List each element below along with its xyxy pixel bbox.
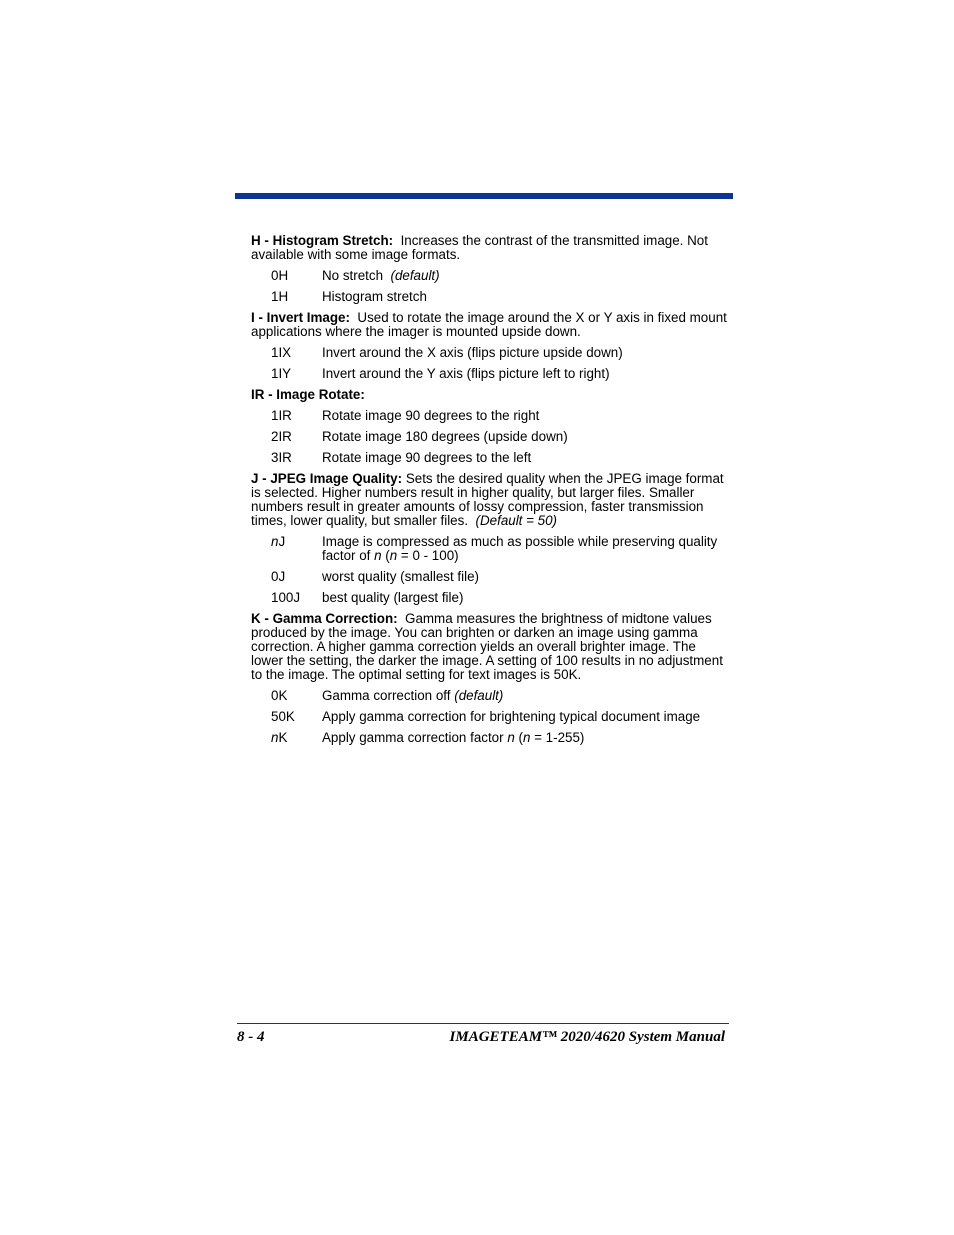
variable-n: n xyxy=(389,548,398,563)
option-code xyxy=(271,535,322,563)
option-code: 0K xyxy=(271,688,288,703)
option-description: Invert around the Y axis (flips picture left to right) xyxy=(322,366,610,381)
jpeg-option xyxy=(271,591,731,605)
option-code: 3IR xyxy=(271,450,292,465)
option-code: 0H xyxy=(271,268,289,283)
invert-title: I - Invert Image: xyxy=(251,310,350,325)
option-code xyxy=(271,731,322,745)
option-description: Rotate image 90 degrees to the left xyxy=(322,450,532,465)
rotate-option xyxy=(271,409,731,423)
gamma-title: K - Gamma Correction: xyxy=(251,611,398,626)
invert-option xyxy=(271,367,731,381)
histogram-option xyxy=(271,290,731,304)
variable-n: n xyxy=(271,730,279,745)
option-code: 50K xyxy=(271,709,295,724)
variable-n: n xyxy=(522,730,531,745)
jpeg-option xyxy=(271,535,731,563)
rotate-option xyxy=(271,451,731,465)
jpeg-description xyxy=(251,472,731,528)
rotate-option xyxy=(271,430,731,444)
option-description xyxy=(322,731,731,745)
jpeg-title: J - JPEG Image Quality: xyxy=(251,471,403,486)
option-text: Gamma correction off xyxy=(322,688,451,703)
gamma-description xyxy=(251,612,731,682)
option-code: 1IY xyxy=(271,366,292,381)
variable-n: n xyxy=(374,548,382,563)
option-description: best quality (largest file) xyxy=(322,590,464,605)
option-code: 100J xyxy=(271,590,301,605)
histogram-description xyxy=(251,234,731,262)
desc-text: ( xyxy=(514,730,523,745)
code-suffix: J xyxy=(278,534,286,549)
gamma-option xyxy=(271,731,731,745)
default-note: (default) xyxy=(454,688,504,703)
option-description: Rotate image 90 degrees to the right xyxy=(322,408,540,423)
option-description: Histogram stretch xyxy=(322,289,427,304)
option-text: No stretch xyxy=(322,268,384,283)
option-description xyxy=(322,269,731,283)
page-number: 8 - 4 xyxy=(237,1029,265,1045)
option-description xyxy=(322,689,731,703)
option-description xyxy=(322,535,731,563)
variable-n: n xyxy=(507,730,515,745)
desc-text: Apply gamma correction factor xyxy=(322,730,508,745)
header-rule xyxy=(235,193,733,199)
option-code: 0J xyxy=(271,569,286,584)
option-code: 1H xyxy=(271,289,289,304)
option-description: Apply gamma correction for brightening typical document image xyxy=(322,709,701,724)
desc-text: Image is compressed as much as possible while preserving quality factor of xyxy=(322,534,718,563)
jpeg-option xyxy=(271,570,731,584)
desc-text: = 0 - 100) xyxy=(397,548,459,563)
manual-title: IMAGETEAM™ 2020/4620 System Manual xyxy=(449,1029,725,1045)
gamma-option xyxy=(271,689,731,703)
jpeg-default-note: (Default = 50) xyxy=(475,513,558,528)
footer-rule xyxy=(237,1023,729,1024)
page-content xyxy=(251,234,731,752)
invert-body: Used to rotate the image around the X or Y axis in fixed mount applications where the imager is mounted upside down. xyxy=(251,310,727,339)
option-code: 1IR xyxy=(271,408,292,423)
histogram-body: Increases the contrast of the transmitted image. Not available with some image formats. xyxy=(251,233,708,262)
default-note: (default) xyxy=(390,268,440,283)
desc-text: = 1-255) xyxy=(530,730,585,745)
variable-n: n xyxy=(271,534,279,549)
code-suffix: K xyxy=(278,730,288,745)
jpeg-body: Sets the desired quality when the JPEG image format is selected. Higher numbers result in higher quality, but larger files. Smaller numbers result in greater amounts of lossy compression, faster transmission times, lower quality, but smaller files. xyxy=(251,471,724,528)
gamma-body: Gamma measures the brightness of midtone values produced by the image. You can brighten or darken an image using gamma correction. A higher gamma correction yields an overall brighter image. The lower the setting, the darker the image. A setting of 100 results in no adjustment to the image. The optimal setting for text images is 50K. xyxy=(251,611,723,682)
option-description: Rotate image 180 degrees (upside down) xyxy=(322,429,568,444)
histogram-title: H - Histogram Stretch: xyxy=(251,233,394,248)
option-description: Invert around the X axis (flips picture upside down) xyxy=(322,345,623,360)
invert-option xyxy=(271,346,731,360)
histogram-option xyxy=(271,269,731,283)
invert-description xyxy=(251,311,731,339)
option-code: 1IX xyxy=(271,345,292,360)
option-description: worst quality (smallest file) xyxy=(322,569,480,584)
rotate-description xyxy=(251,388,731,402)
rotate-title: IR - Image Rotate: xyxy=(251,387,365,402)
desc-text: ( xyxy=(381,548,390,563)
option-code: 2IR xyxy=(271,429,292,444)
gamma-option xyxy=(271,710,731,724)
